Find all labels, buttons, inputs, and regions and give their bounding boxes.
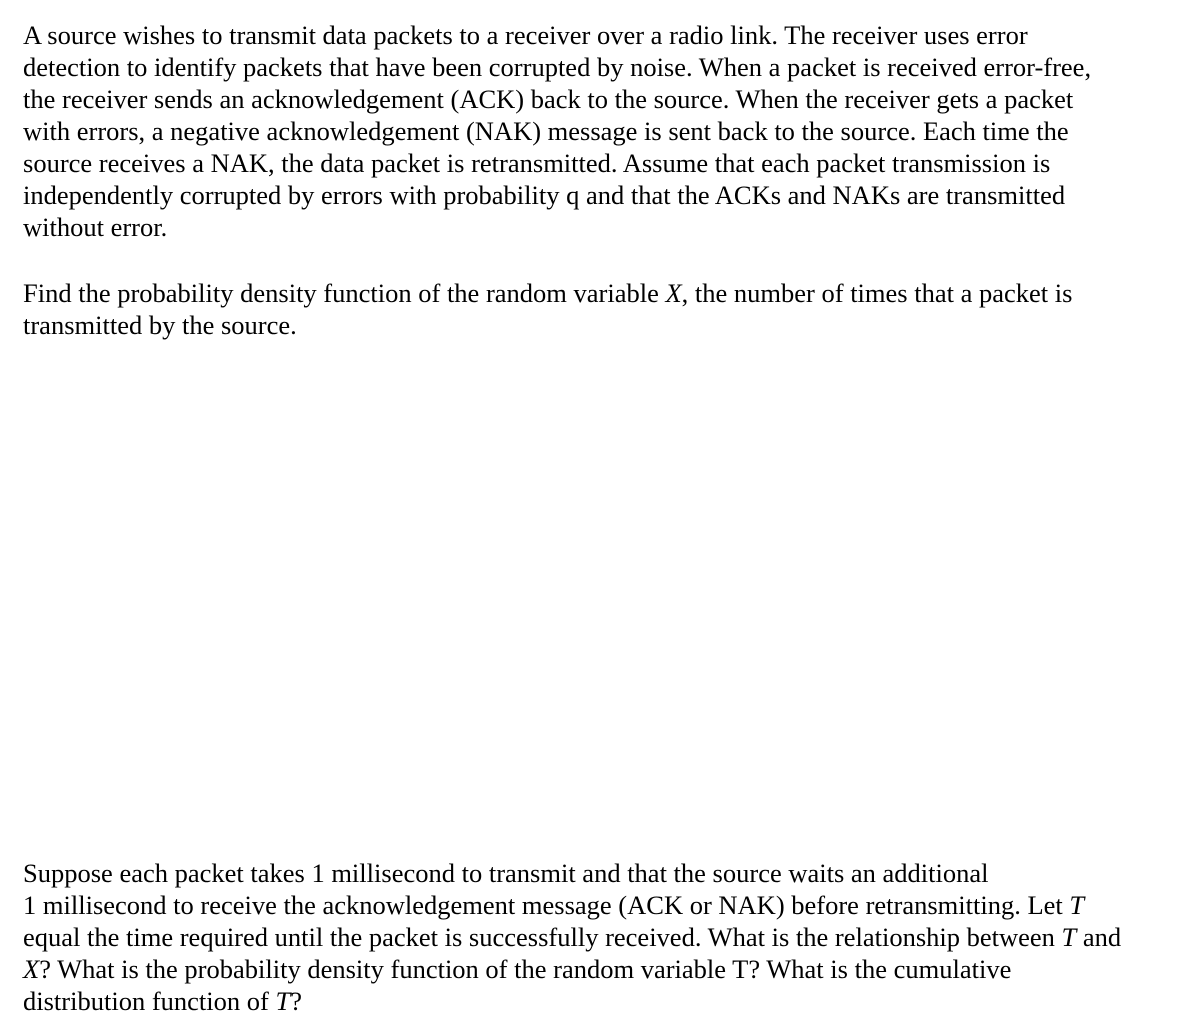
question-2-paragraph — [23, 857, 1121, 1017]
text-line: A source wishes to transmit data packets to a receiver over a radio link. The receiver uses error — [23, 20, 1028, 50]
text-fragment: ? — [290, 986, 302, 1016]
text-line: with errors, a negative acknowledgement (NAK) message is sent back to the source. Each time the — [23, 116, 1069, 146]
text-line: without error. — [23, 212, 168, 242]
text-fragment: distribution function of — [23, 986, 276, 1016]
variable-t: T — [1061, 922, 1077, 952]
text-fragment: Find the probability density function of the random variable — [23, 278, 666, 308]
text-line: detection to identify packets that have been corrupted by noise. When a packet is received error-free, — [23, 52, 1092, 82]
text-fragment: equal the time required until the packet is successfully received. What is the relationship between — [23, 922, 1062, 952]
text-line — [23, 889, 1121, 921]
text-line — [23, 953, 1121, 985]
variable-t: T — [275, 986, 291, 1016]
text-line: transmitted by the source. — [23, 310, 297, 340]
text-line — [23, 277, 1072, 309]
text-line — [23, 985, 1121, 1017]
problem-statement-paragraph — [23, 19, 1091, 243]
text-fragment: ? What is the probability density function of the random variable T? What is the cumulative — [39, 954, 1012, 984]
question-1-paragraph — [23, 277, 1072, 341]
text-line: independently corrupted by errors with probability q and that the ACKs and NAKs are transmitted — [23, 180, 1066, 210]
text-fragment: and — [1076, 922, 1122, 952]
variable-x: X — [23, 954, 40, 984]
text-line — [23, 921, 1121, 953]
text-fragment: 1 millisecond to receive the acknowledgement message (ACK or NAK) before retransmitting. Let — [23, 890, 1070, 920]
variable-t: T — [1069, 890, 1085, 920]
text-fragment: , the number of times that a packet is — [681, 278, 1073, 308]
text-line: source receives a NAK, the data packet is retransmitted. Assume that each packet transmission is — [23, 148, 1051, 178]
text-line: the receiver sends an acknowledgement (ACK) back to the source. When the receiver gets a packet — [23, 84, 1074, 114]
variable-x: X — [665, 278, 682, 308]
text-line: Suppose each packet takes 1 millisecond to transmit and that the source waits an additional — [23, 858, 989, 888]
